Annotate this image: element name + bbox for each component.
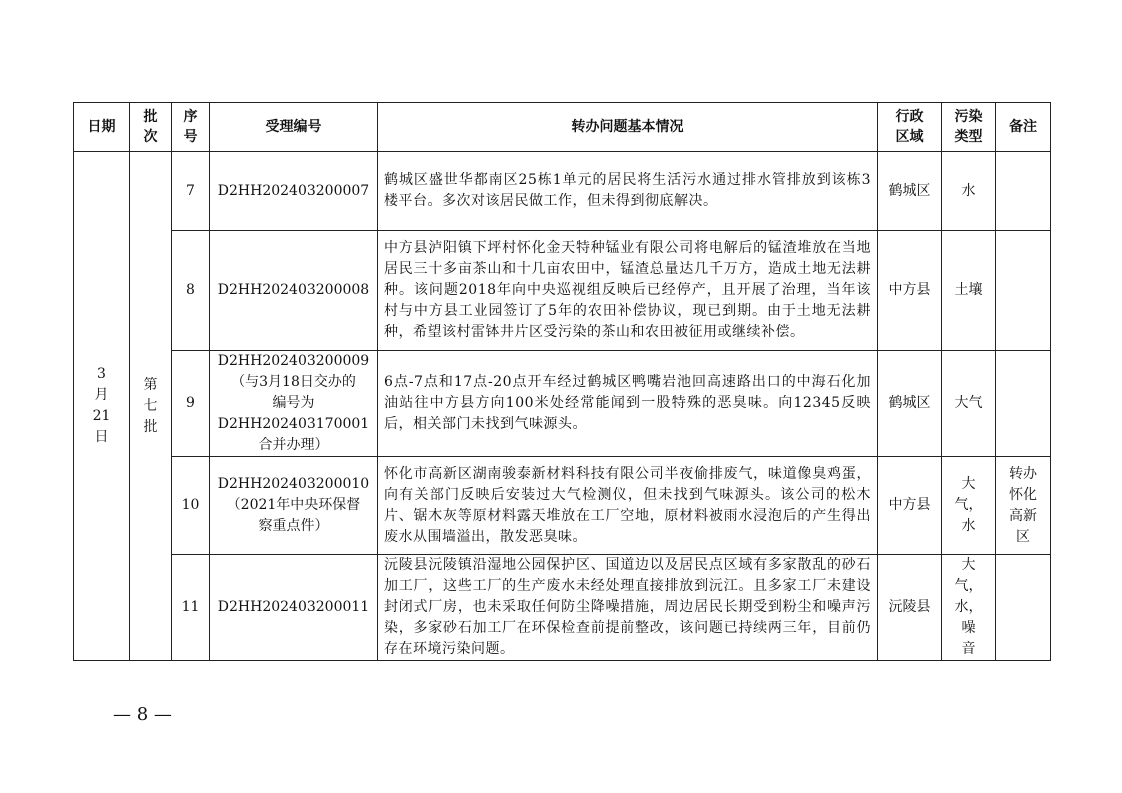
- table-row: [74, 152, 1051, 231]
- page-number: — 8 —: [113, 704, 172, 725]
- desc-cell: 6点-7点和17点-20点开车经过鹤城区鸭嘴岩池回高速路出口的中海石化加油站往中方县方向100米处经常能闻到一股特殊的恶臭味。向12345反映后，相关部门未找到气味源头。: [378, 351, 878, 457]
- desc-cell: 怀化市高新区湖南骏泰新材料科技有限公司半夜偷排废气，味道像臭鸡蛋，向有关部门反映后安装过大气检测仪，但未找到气味源头。该公司的松木片、锯木灰等原材料露天堆放在工厂空地，原材料被雨水浸泡后的产生得出废水从围墙溢出，散发恶臭味。: [378, 457, 878, 555]
- seq-cell: 11: [172, 555, 210, 661]
- code-line: D2HH202403200008: [217, 282, 370, 298]
- pollution-cell: [942, 231, 996, 351]
- date-line: 21: [92, 408, 111, 424]
- batch-cell: [130, 152, 172, 661]
- date-line: 日: [94, 429, 109, 445]
- date-line: 3: [97, 366, 106, 382]
- date-line: 月: [94, 387, 109, 403]
- seq-cell: 8: [172, 231, 210, 351]
- region-cell: 沅陵县: [878, 555, 942, 661]
- region-cell: 中方县: [878, 457, 942, 555]
- note-cell: [996, 457, 1051, 555]
- pollution-line: 水: [961, 518, 976, 534]
- seq-cell: 7: [172, 152, 210, 231]
- region-cell: 中方县: [878, 231, 942, 351]
- note-line: 高新: [1009, 507, 1037, 524]
- pollution-line: 音: [961, 641, 976, 657]
- table-row: [74, 555, 1051, 661]
- code-cell: [210, 152, 378, 231]
- header-region-text: 行政区域: [895, 109, 924, 145]
- code-line: 编号为: [272, 395, 315, 411]
- header-desc: 转办问题基本情况: [378, 103, 878, 152]
- header-region: [878, 103, 942, 152]
- pollution-cell: [942, 152, 996, 231]
- region-cell: 鹤城区: [878, 152, 942, 231]
- code-line: D2HH202403200009: [217, 353, 370, 369]
- pollution-line: 大气，: [954, 476, 983, 513]
- code-line: （与3月18日交办的: [231, 374, 356, 390]
- code-cell: [210, 231, 378, 351]
- batch-line: 七: [143, 397, 158, 414]
- note-line: 怀化: [1009, 486, 1037, 503]
- code-line: D2HH202403170001: [217, 416, 370, 432]
- header-pollution-text: 污染类型: [954, 109, 983, 145]
- desc-cell: 鹤城区盛世华都南区25栋1单元的居民将生活污水通过排水管排放到该栋3楼平台。多次对该居民做工作，但未得到彻底解决。: [378, 152, 878, 231]
- pollution-line: 水: [961, 182, 976, 199]
- code-line: D2HH202403200010: [217, 476, 370, 492]
- table-row: [74, 457, 1051, 555]
- header-seq-text: 序号: [183, 109, 198, 145]
- code-line: D2HH202403200007: [217, 182, 370, 199]
- desc-cell: 沅陵县沅陵镇沿湿地公园保护区、国道边以及居民点区域有多家散乱的砂石加工厂，这些工厂的生产废水未经处理直接排放到沅江。且多家工厂未建设封闭式厂房，也未采取任何防尘降噪措施，周边居民长期受到粉尘和噪声污染，多家砂石加工厂在环保检查前提前整改，该问题已持续两三年，目前仍存在环境污染问题。: [378, 555, 878, 661]
- pollution-cell: [942, 555, 996, 661]
- batch-line: 批: [143, 418, 158, 435]
- batch-line: 第: [143, 376, 158, 393]
- header-batch: [130, 103, 172, 152]
- header-date: 日期: [74, 103, 130, 152]
- table-row: [74, 231, 1051, 351]
- pollution-cell: [942, 351, 996, 457]
- header-pollution: [942, 103, 996, 152]
- header-note: 备注: [996, 103, 1051, 152]
- pollution-cell: [942, 457, 996, 555]
- code-cell: [210, 555, 378, 661]
- note-cell: [996, 555, 1051, 661]
- code-line: 合并办理）: [258, 437, 329, 453]
- code-line: （2021年中央环保督: [226, 497, 361, 513]
- pollution-line: 大气: [954, 395, 983, 411]
- pollution-line: 土壤: [954, 282, 983, 298]
- seq-cell: 9: [172, 351, 210, 457]
- seq-cell: 10: [172, 457, 210, 555]
- note-line: 转办: [1009, 465, 1037, 482]
- date-cell: [74, 152, 130, 661]
- note-cell: [996, 231, 1051, 351]
- note-line: 区: [1016, 528, 1030, 545]
- header-seq: [172, 103, 210, 152]
- note-cell: [996, 152, 1051, 231]
- region-cell: 鹤城区: [878, 351, 942, 457]
- header-batch-text: 批次: [143, 109, 158, 145]
- header-code: 受理编号: [210, 103, 378, 152]
- pollution-line: 水，噪: [954, 599, 983, 636]
- code-cell: [210, 351, 378, 457]
- header-row: [74, 103, 1051, 152]
- complaint-table: [73, 102, 1051, 661]
- pollution-line: 大气，: [954, 557, 983, 594]
- code-line: 察重点件）: [258, 518, 329, 534]
- table-row: [74, 351, 1051, 457]
- note-cell: [996, 351, 1051, 457]
- code-line: D2HH202403200011: [217, 599, 370, 615]
- code-cell: [210, 457, 378, 555]
- desc-cell: 中方县泸阳镇下坪村怀化金天特种锰业有限公司将电解后的锰渣堆放在当地居民三十多亩茶山和十几亩农田中，锰渣总量达几千万方，造成土地无法耕种。该问题2018年向中央巡视组反映后已经停产，且开展了治理，当年该村与中方县工业园签订了5年的农田补偿协议，现已到期。由于土地无法耕种，希望该村雷钵井片区受污染的茶山和农田被征用或继续补偿。: [378, 231, 878, 351]
